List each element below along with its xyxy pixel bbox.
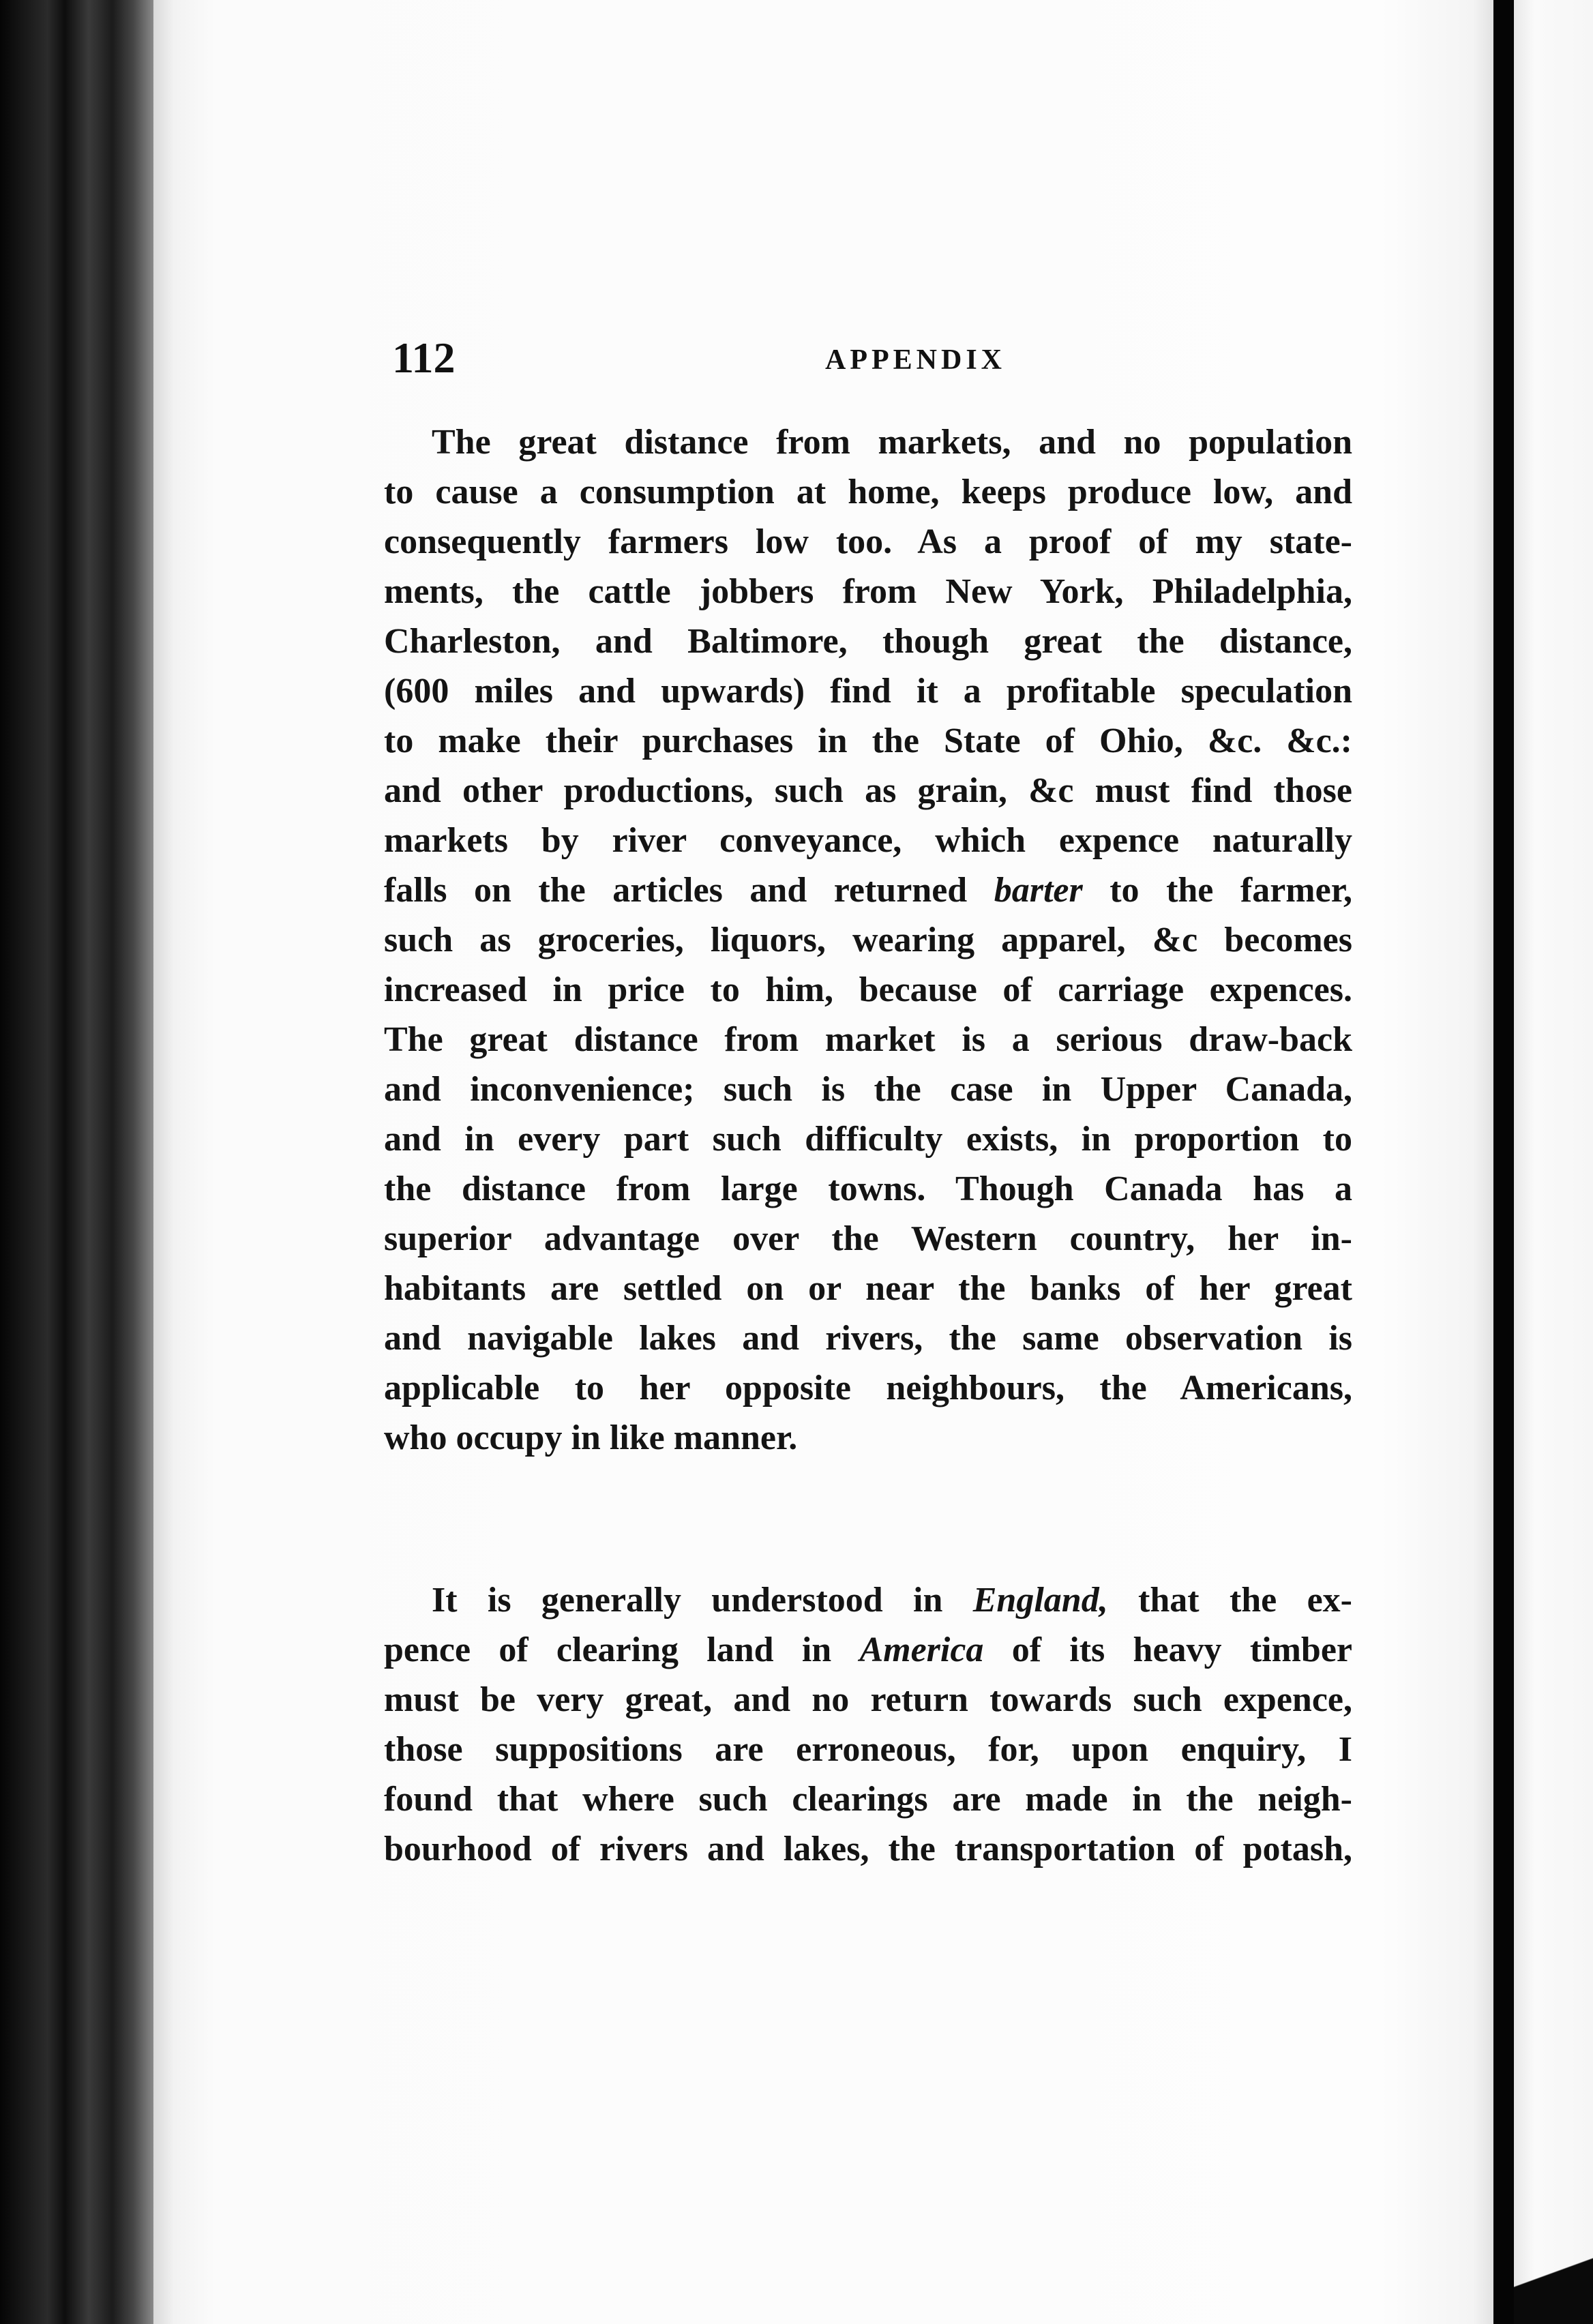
text-line: applicable to her opposite neighbours, the Americans, bbox=[384, 1369, 1352, 1407]
italic-word: England, bbox=[972, 1581, 1108, 1620]
text-line: ments, the cattle jobbers from New York, Philadelphia, bbox=[384, 572, 1352, 611]
text-line: bourhood of rivers and lakes, the transportation of potash, bbox=[384, 1830, 1352, 1868]
running-head: APPENDIX bbox=[825, 344, 1006, 376]
paragraph-2 bbox=[384, 1575, 1352, 1874]
text-line: The great distance from markets, and no population bbox=[432, 423, 1352, 462]
text-line: to cause a consumption at home, keeps produce low, and bbox=[384, 473, 1352, 511]
facing-page-edge bbox=[1514, 0, 1593, 2324]
text-line: who occupy in like manner. bbox=[384, 1418, 798, 1457]
text-line: habitants are settled on or near the banks of her great bbox=[384, 1269, 1352, 1308]
text-line: and inconvenience; such is the case in Upper Canada, bbox=[384, 1070, 1352, 1109]
text-line: It is generally understood in England, that the ex- bbox=[432, 1581, 1352, 1620]
text-line: found that where such clearings are made in the neigh- bbox=[384, 1780, 1352, 1819]
text-line: consequently farmers low too. As a proof of my state- bbox=[384, 522, 1352, 561]
text-line: to make their purchases in the State of Ohio, &c. &c.: bbox=[384, 721, 1352, 760]
paragraph-1 bbox=[384, 417, 1352, 1463]
text-line: falls on the articles and returned barter to the farmer, bbox=[384, 871, 1352, 910]
page-gap bbox=[1493, 0, 1514, 2324]
text-line: markets by river conveyance, which expence naturally bbox=[384, 821, 1352, 860]
text-line: those suppositions are erroneous, for, upon enquiry, I bbox=[384, 1730, 1352, 1769]
page-header bbox=[392, 327, 1360, 389]
text-line: and other productions, such as grain, &c must find those bbox=[384, 771, 1352, 810]
text-line: the distance from large towns. Though Canada has a bbox=[384, 1170, 1352, 1208]
text-line: and in every part such difficulty exists, in proportion to bbox=[384, 1120, 1352, 1159]
text-line: (600 miles and upwards) find it a profitable speculation bbox=[384, 672, 1352, 711]
italic-word: America bbox=[859, 1630, 984, 1669]
facing-page-corner bbox=[1514, 2242, 1593, 2324]
text-line: must be very great, and no return towards such expence, bbox=[384, 1680, 1352, 1719]
text-line: and navigable lakes and rivers, the same observation is bbox=[384, 1319, 1352, 1358]
text-line: pence of clearing land in America of its heavy timber bbox=[384, 1630, 1352, 1669]
text-line: such as groceries, liquors, wearing apparel, &c becomes bbox=[384, 921, 1352, 959]
text-line: increased in price to him, because of carriage expences. bbox=[384, 970, 1352, 1009]
page-number: 112 bbox=[392, 333, 456, 382]
italic-word: barter bbox=[994, 871, 1083, 910]
text-line: The great distance from market is a serious draw-back bbox=[384, 1020, 1352, 1059]
text-line: superior advantage over the Western country, her in- bbox=[384, 1219, 1352, 1258]
book-binding bbox=[0, 0, 157, 2324]
text-line: Charleston, and Baltimore, though great the distance, bbox=[384, 622, 1352, 661]
